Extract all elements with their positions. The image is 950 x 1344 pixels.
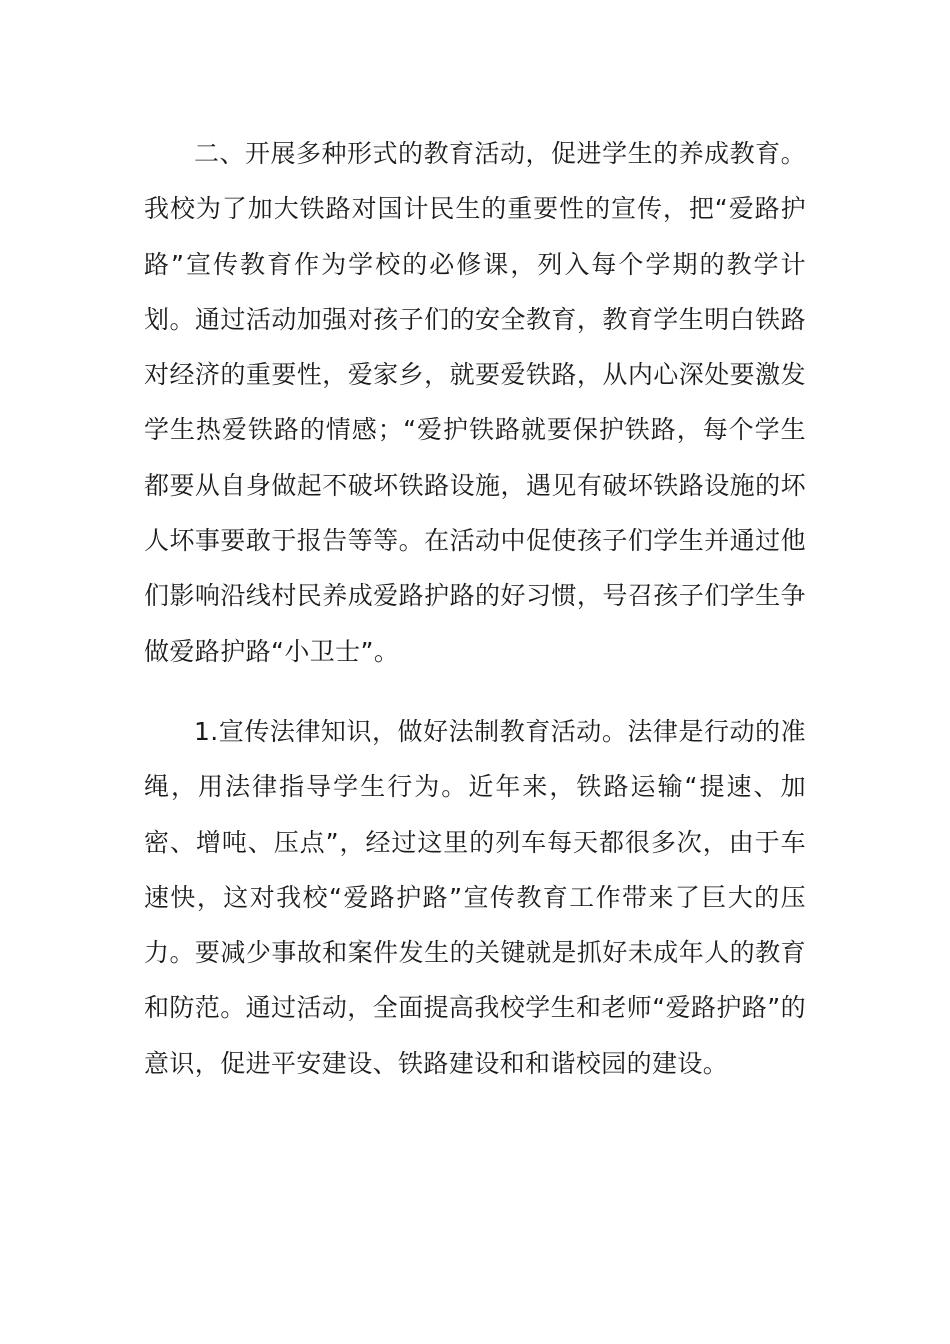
paragraph-legal-education: 1.宣传法律知识，做好法制教育活动。法律是行动的准绳，用法律指导学生行为。近年来，铁路运输“提速、加密、增吨、压点”，经过这里的列车每天都很多次，由于车速快，这对我校“爱路护路”宣传教育工作带来了巨大的压力。要减少事故和案件发生的关键就是抓好未成年人的教育和防范。通过活动，全面提高我校学生和老师“爱路护路”的意识，促进平安建设、铁路建设和和谐校园的建设。: [144, 717, 806, 1078]
paragraph-education-activities: 二、开展多种形式的教育活动，促进学生的养成教育。我校为了加大铁路对国计民生的重要性的宣传，把“爱路护路”宣传教育作为学校的必修课，列入每个学期的教学计划。通过活动加强对孩子们的安全教育，教育学生明白铁路对经济的重要性，爱家乡，就要爱铁路，从内心深处要激发学生热爱铁路的情感；“爱护铁路就要保护铁路，每个学生都要从自身做起不破坏铁路设施，遇见有破坏铁路设施的坏人坏事要敢于报告等等。在活动中促使孩子们学生并通过他们影响沿线村民养成爱路护路的好习惯，号召孩子们学生争做爱路护路“小卫士”。: [144, 139, 806, 666]
